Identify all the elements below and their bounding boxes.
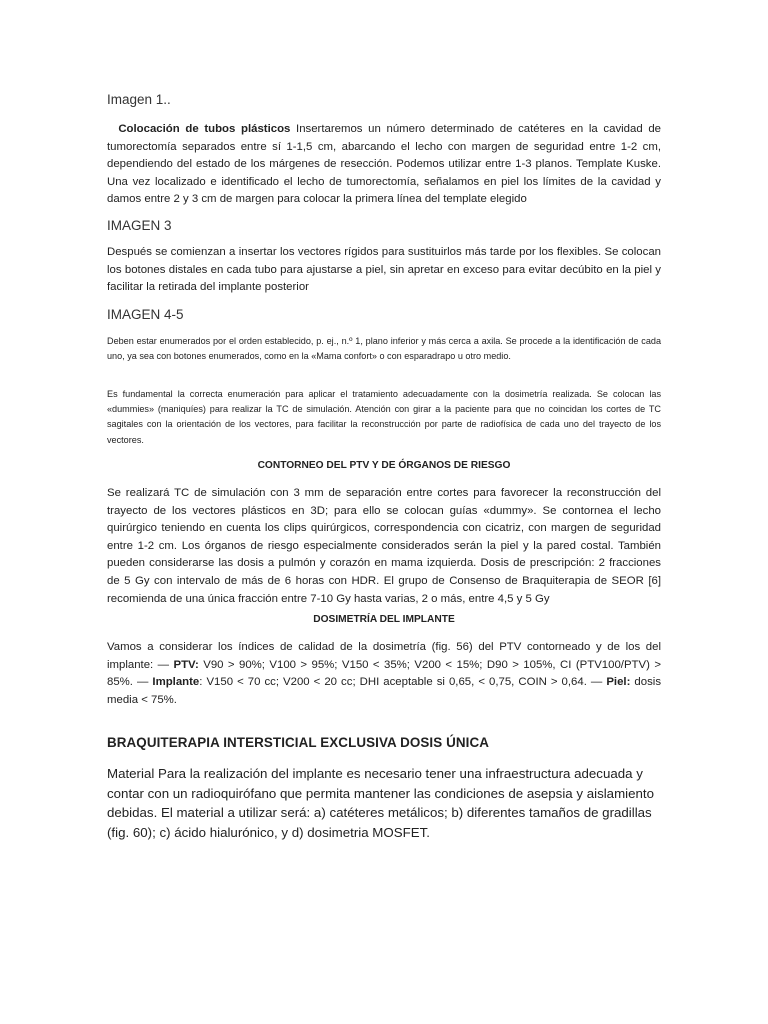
- section-title-braquiterapia: BRAQUITERAPIA INTERSTICIAL EXCLUSIVA DOSIS ÚNICA: [107, 735, 489, 750]
- heading-imagen-3: IMAGEN 3: [107, 218, 172, 233]
- implante-text: : V150 < 70 cc; V200 < 20 cc; DHI aceptable si 0,65, < 0,75, COIN > 0,64. —: [199, 676, 607, 689]
- paragraph-enumerados: Deben estar enumerados por el orden establecido, p. ej., n.º 1, plano inferior y más cerca a axila. Se procede a la identificación de cada uno, ya sea con botones enumerados, como en la «Mama confort» o con esparadrapo u otro medio.: [107, 336, 661, 362]
- paragraph-tc-simulacion: Se realizará TC de simulación con 3 mm de separación entre cortes para favorecer la reconstrucción del trayecto de los vectores plásticos en 3D; para ello se colocan guías «dummy». Se contornea el lecho quirúrgico teniendo en cuenta los clips quirúrgicos, correspondencia con cicatriz, con margen de seguridad entre 1-2 cm. Los órganos de riesgo especialmente considerados serán la piel y la pared costal. También pueden considerarse las dosis a pulmón y corazón en mama izquierda. Dosis de prescripción: 2 fracciones de 5 Gy con intervalo de más de 6 horas con HDR. El grupo de Consenso de Braquiterapia de SEOR [6] recomienda de una única fracción entre 7-10 Gy hasta varias, 2 o más, entre 4,5 y 5 Gy: [107, 487, 661, 605]
- heading-imagen-4-5: IMAGEN 4-5: [107, 307, 184, 322]
- paragraph-colocacion-text: Insertaremos un número determinado de catéteres en la cavidad de tumorectomía separados entre sí 1-1,5 cm, abarcando el lecho con margen de seguridad entre 1-2 cm, dependiendo del estado de los márgenes de resección. Podemos utilizar entre 1-3 planos. Template Kuske. Una vez localizado e identificado el lecho de tumorectomía, señalamos en piel los límites de la cavidad y damos entre 2 y 3 cm de margen para colocar la primera línea del template elegido: [107, 123, 662, 206]
- implante-label: Implante: [152, 676, 200, 689]
- piel-label: Piel:: [606, 676, 631, 689]
- section-title-contorneo: CONTORNEO DEL PTV Y DE ÓRGANOS DE RIESGO: [257, 460, 511, 471]
- heading-imagen-1: Imagen 1..: [107, 92, 171, 107]
- paragraph-enumeracion: Es fundamental la correcta enumeración para aplicar el tratamiento adecuadamente con la dosimetría realizada. Se colocan las «dummies» (maniquíes) para realizar la TC de simulación. Atención con girar a la paciente para que no coincidan los cortes de TC sagitales con la orientación de los vectores, para facilitar la reconstrucción por parte de radiofísica de cada uno del trayecto de los vectores.: [107, 389, 661, 445]
- piel-text: dosis media < 75%.: [107, 676, 662, 706]
- paragraph-indices: [107, 639, 661, 709]
- paragraph-material: Material Para la realización del implante es necesario tener una infraestructura adecuada y contar con un radioquirófano que permita mantener las condiciones de asepsia y aislamiento debidas. El material a utilizar será: a) catéteres metálicos; b) diferentes tamaños de gradillas (fig. 60); c) ácido hialurónico, y d) dosimetria MOSFET.: [107, 766, 654, 840]
- paragraph-colocacion: [107, 121, 661, 209]
- section-title-dosimetria: DOSIMETRÍA DEL IMPLANTE: [313, 614, 455, 625]
- ptv-label: PTV:: [173, 658, 199, 671]
- ptv-text: V90 > 90%; V100 > 95%; V150 < 35%; V200 < 15%; D90 > 105%, CI (PTV100/PTV) > 85%. —: [107, 658, 661, 689]
- paragraph-vectores: Después se comienzan a insertar los vectores rígidos para sustituirlos más tarde por los flexibles. Se colocan los botones distales en cada tubo para ajustarse a piel, sin apretar en exceso para evitar decúbito en la piel y facilitar la retirada del implante posterior: [107, 246, 661, 294]
- paragraph-colocacion-bold: Colocación de tubos plásticos: [118, 123, 291, 135]
- indices-intro: Vamos a considerar los índices de calidad de la dosimetría (fig. 56) del PTV contorneado y de los del implante: —: [107, 641, 661, 671]
